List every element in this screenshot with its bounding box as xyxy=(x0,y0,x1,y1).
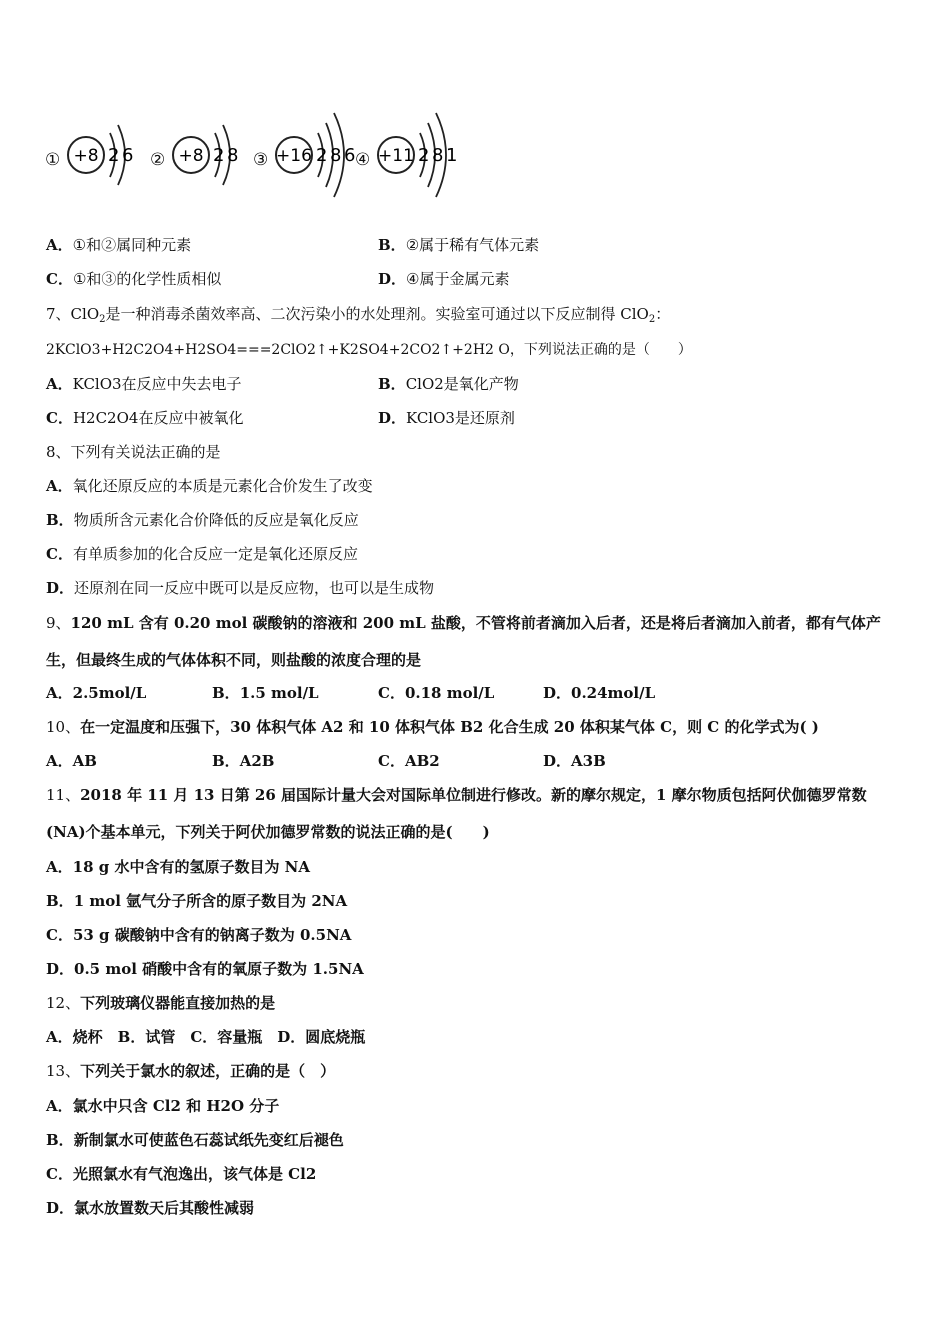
atom-label: ③ xyxy=(253,150,269,170)
atom-shell-electrons: 6 xyxy=(122,145,134,166)
question-7-equation: 2KClO3+H2C2O4+H2SO4===2ClO2↑+K2SO4+2CO2↑+2H2 O，下列说法正确的是（ ） xyxy=(46,342,692,358)
q12-options: A．烧杯 B．试管 C．容量瓶 D．圆底烧瓶 xyxy=(46,1028,366,1046)
option-d: D．④属于金属元素 xyxy=(378,270,510,288)
atom-shell-electrons: 2 xyxy=(108,145,120,166)
q11-option-c: C．53 g 碳酸钠中含有的钠离子数为 0.5NA xyxy=(46,926,352,944)
option-c: C．0.18 mol/L xyxy=(378,684,495,702)
atom-shell-electrons: 2 xyxy=(418,145,430,166)
q13-option-a: A．氯水中只含 Cl2 和 H2O 分子 xyxy=(46,1097,280,1115)
question-9-stem-line1: 9、120 mL 含有 0.20 mol 碳酸钠的溶液和 200 mL 盐酸，不管将前者滴加入后者，还是将后者滴加入前者，都有气体产 xyxy=(46,614,881,632)
atom-shell-electrons: 8 xyxy=(432,145,444,166)
atom-structure-2 xyxy=(165,95,265,205)
q13-option-c: C．光照氯水有气泡逸出，该气体是 Cl2 xyxy=(46,1165,317,1183)
option-b: B．ClO2是氧化产物 xyxy=(378,375,519,393)
question-9-stem-line2: 生，但最终生成的气体体积不同，则盐酸的浓度合理的是 xyxy=(46,651,422,669)
question-13-stem: 13、下列关于氯水的叙述，正确的是（ ） xyxy=(46,1062,336,1080)
option-a: A．AB xyxy=(46,752,97,770)
option-d: D．0.24mol/L xyxy=(543,684,656,702)
atom-diagrams xyxy=(40,95,470,205)
atom-nucleus: +8 xyxy=(73,146,99,166)
q9-options xyxy=(46,683,656,703)
q8-option-d: D．还原剂在同一反应中既可以是反应物，也可以是生成物 xyxy=(46,579,435,597)
option-a: A．2.5mol/L xyxy=(46,684,147,702)
q11-option-a: A．18 g 水中含有的氢原子数目为 NA xyxy=(46,858,311,876)
option-d: D．KClO3是还原剂 xyxy=(378,409,515,427)
q11-option-b: B．1 mol 氩气分子所含的原子数目为 2NA xyxy=(46,892,348,910)
atom-structure-4 xyxy=(370,95,480,205)
option-a: A．①和②属同种元素 xyxy=(46,236,192,254)
q6-options-row2 xyxy=(46,269,510,289)
option-a: A．KClO3在反应中失去电子 xyxy=(46,375,242,393)
q8-option-c: C．有单质参加的化合反应一定是氧化还原反应 xyxy=(46,545,358,563)
atom-nucleus: +8 xyxy=(178,146,204,166)
option-d: D．A3B xyxy=(543,752,606,770)
atom-label: ④ xyxy=(355,150,371,170)
atom-nucleus: +16 xyxy=(276,146,312,166)
question-11-stem-line1: 11、2018 年 11 月 13 日第 26 届国际计量大会对国际单位制进行修改。新的摩尔规定，1 摩尔物质包括阿伏伽德罗常数 xyxy=(46,786,867,804)
q7-options-row1 xyxy=(46,374,519,394)
atom-nucleus: +11 xyxy=(378,146,414,166)
q8-option-a: A．氧化还原反应的本质是元素化合价发生了改变 xyxy=(46,477,373,495)
question-8-stem: 8、下列有关说法正确的是 xyxy=(46,443,221,461)
atom-label: ① xyxy=(45,150,61,170)
q13-option-b: B．新制氯水可使蓝色石蕊试纸先变红后褪色 xyxy=(46,1131,344,1149)
option-b: B．A2B xyxy=(212,752,275,770)
atom-shell-electrons: 8 xyxy=(330,145,342,166)
atom-shell-electrons: 8 xyxy=(227,145,239,166)
question-11-stem-line2: (NA)个基本单元，下列关于阿伏加德罗常数的说法正确的是( ) xyxy=(46,823,490,841)
option-c: C．H2C2O4在反应中被氧化 xyxy=(46,409,244,427)
question-12-stem: 12、下列玻璃仪器能直接加热的是 xyxy=(46,994,276,1012)
question-10-stem: 10、在一定温度和压强下，30 体积气体 A2 和 10 体积气体 B2 化合生成 20 体积某气体 C，则 C 的化学式为( ) xyxy=(46,718,819,736)
atom-structure-1 xyxy=(60,95,160,205)
q10-options xyxy=(46,751,606,771)
option-b: B．②属于稀有气体元素 xyxy=(378,236,540,254)
q11-option-d: D．0.5 mol 硝酸中含有的氧原子数为 1.5NA xyxy=(46,960,364,978)
q6-options-row1 xyxy=(46,235,540,255)
option-c: C．①和③的化学性质相似 xyxy=(46,270,222,288)
atom-shell-electrons: 6 xyxy=(344,145,356,166)
q13-option-d: D．氯水放置数天后其酸性减弱 xyxy=(46,1199,255,1217)
atom-shell-electrons: 2 xyxy=(213,145,225,166)
atom-shell-electrons: 1 xyxy=(446,145,458,166)
q7-options-row2 xyxy=(46,408,515,428)
atom-shell-electrons: 2 xyxy=(316,145,328,166)
atom-label: ② xyxy=(150,150,166,170)
question-7-stem: 7、ClO$_2$是一种消毒杀菌效率高、二次污染小的水处理剂。实验室可通过以下反应制得 ClO$_2$： xyxy=(46,305,671,325)
option-c: C．AB2 xyxy=(378,752,440,770)
q8-option-b: B．物质所含元素化合价降低的反应是氧化反应 xyxy=(46,511,359,529)
option-b: B．1.5 mol/L xyxy=(212,684,319,702)
